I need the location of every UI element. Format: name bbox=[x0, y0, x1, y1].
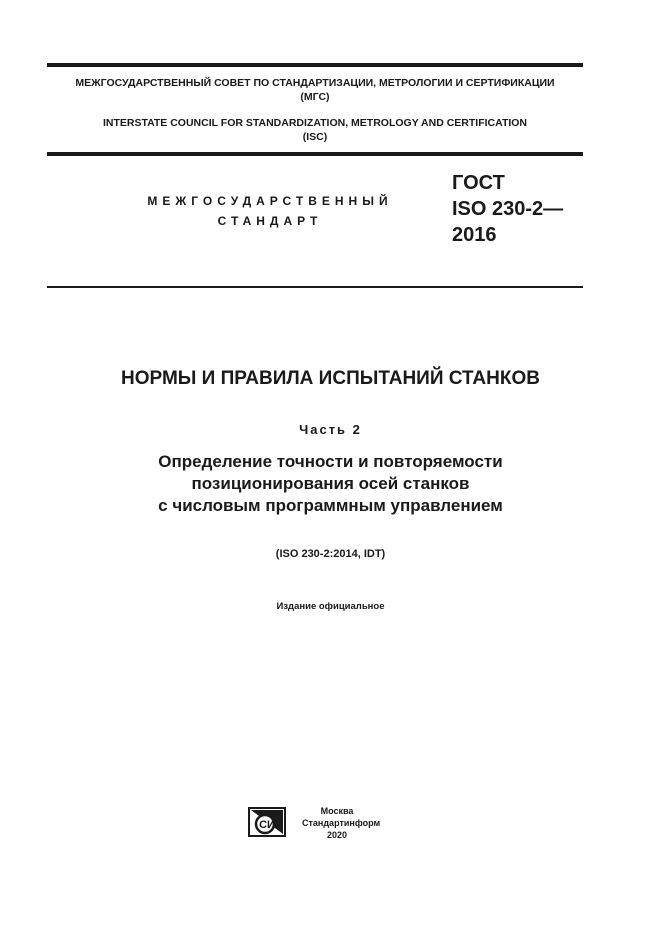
designation-line3: 2016 bbox=[452, 224, 497, 246]
part-number: Часть 2 bbox=[299, 422, 362, 437]
iso-reference: (ISO 230-2:2014, IDT) bbox=[275, 548, 386, 560]
publisher-block bbox=[302, 805, 381, 841]
designation bbox=[452, 170, 563, 248]
top-rule bbox=[47, 63, 583, 67]
council-en-line1: INTERSTATE COUNCIL FOR STANDARDIZATION, METROLOGY AND CERTIFICATION bbox=[102, 117, 528, 129]
subtitle-line3: с числовым программным управлением bbox=[158, 496, 503, 515]
designation-line2: ISO 230-2— bbox=[452, 198, 564, 220]
header-rule bbox=[47, 286, 583, 288]
standard-type-line1: МЕЖГОСУДАРСТВЕННЫЙ bbox=[147, 194, 393, 208]
publisher-city: Москва bbox=[320, 806, 354, 816]
council-rule bbox=[47, 152, 583, 156]
publisher-name: Стандартинформ bbox=[302, 818, 381, 828]
logo-mark: СИ bbox=[259, 819, 275, 831]
council-ru-abbr: (МГС) bbox=[300, 91, 330, 103]
designation-line1: ГОСТ bbox=[452, 172, 505, 194]
council-en-abbr: (ISC) bbox=[302, 131, 328, 143]
standard-type-line2: СТАНДАРТ bbox=[217, 214, 323, 228]
subtitle-line2: позиционирования осей станков bbox=[191, 474, 470, 493]
edition-label: Издание официальное bbox=[276, 601, 385, 612]
standartinform-logo-icon bbox=[248, 807, 286, 837]
document-title: НОРМЫ И ПРАВИЛА ИСПЫТАНИЙ СТАНКОВ bbox=[121, 368, 540, 389]
publisher-year: 2020 bbox=[326, 830, 348, 840]
council-ru-line1: МЕЖГОСУДАРСТВЕННЫЙ СОВЕТ ПО СТАНДАРТИЗАЦИИ, МЕТРОЛОГИИ И СЕРТИФИКАЦИИ bbox=[75, 77, 555, 89]
document-subtitle bbox=[0, 451, 661, 517]
subtitle-line1: Определение точности и повторяемости bbox=[158, 452, 503, 471]
